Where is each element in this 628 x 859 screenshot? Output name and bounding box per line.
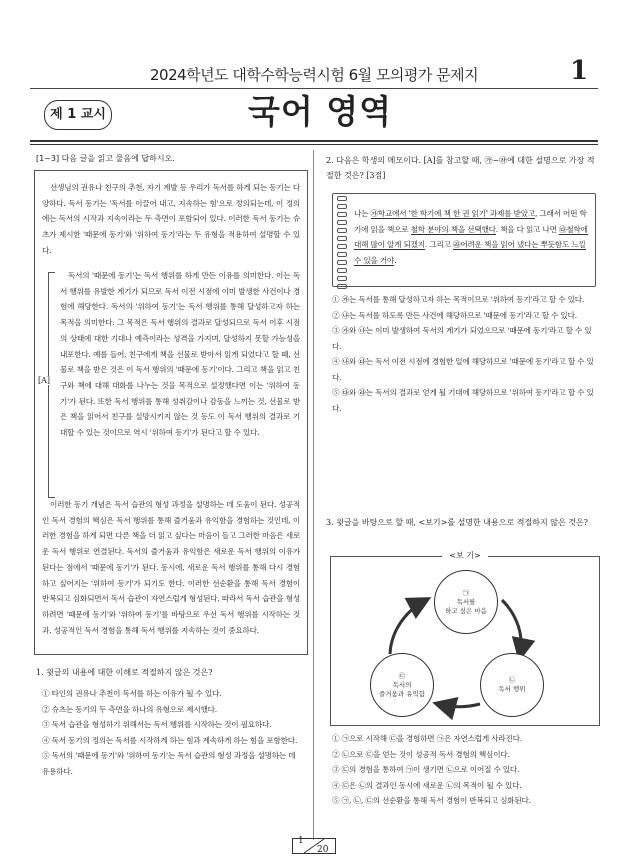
memo-segment: 나는 bbox=[354, 209, 371, 218]
bogi-node-joy-benefit bbox=[370, 653, 434, 717]
section-a-bracket bbox=[48, 272, 55, 498]
q3-option-3[interactable]: ③ ㉢의 경험을 통하여 ㉠이 생기면 ㉡으로 이어질 수 있다. bbox=[332, 765, 520, 774]
node-marker: ㉡ bbox=[508, 676, 516, 684]
page-indicator-current: 1 bbox=[298, 836, 304, 846]
q3-option-2[interactable]: ② ㉡으로 ㉢을 얻는 것이 성공적 독서 경험의 핵심이다. bbox=[332, 749, 510, 759]
column-divider bbox=[313, 150, 314, 840]
q3-option-5[interactable]: ⑤ ㉠, ㉡, ㉢의 선순환을 통해 독서 경험이 반복되고 심화된다. bbox=[332, 796, 531, 805]
arrow-3-to-1 bbox=[390, 600, 426, 654]
title-rule-thin bbox=[30, 144, 598, 145]
question-2-options bbox=[332, 292, 598, 416]
memo-segment: . bbox=[394, 255, 397, 265]
question-1-options bbox=[42, 686, 304, 779]
memo-binding-rings bbox=[337, 196, 345, 282]
node-marker: ㉠ bbox=[462, 588, 470, 597]
subject-title: 국어 영역 bbox=[247, 92, 392, 131]
question-3-stem: 3. 윗글을 바탕으로 할 때, <보기>를 설명한 내용으로 적절하지 않은 것은? bbox=[326, 518, 588, 527]
memo-segment: . 책을 다 읽고 나면 bbox=[495, 224, 559, 234]
q3-option-1[interactable]: ① ㉠으로 시작해 ㉢을 경험하면 ㉠은 자연스럽게 사라진다. bbox=[332, 734, 522, 743]
q2-option-1[interactable]: ① ㉮는 독서를 통해 달성하고자 하는 목적이므로 '위하여 동기'라고 할 수 있다. bbox=[332, 295, 585, 304]
node-label: 하고 싶은 마음 bbox=[445, 606, 487, 615]
q1-option-2[interactable]: ② 슈츠는 동기의 두 측면을 하나의 유형으로 제시했다. bbox=[42, 704, 217, 714]
section-a-label: [A] bbox=[38, 376, 51, 385]
passage-paragraph-1: 선생님의 권유나 친구의 추천, 자기 계발 등 우리가 독서를 하게 되는 동기는 다양하다. 독서 동기는 '독서를 이끌어 내고, 지속하는 힘'으로 정의되는데, 이 정의에는 독서의 시작과 지속이라는 두 측면이 포함되어 있다. 이러한 독서 동기는 슈츠가 제시한 '때문에 동기'와 '위하여 동기'라는 두 유형을 적용하여 설명할 수 있다. bbox=[42, 183, 300, 255]
node-label: 독서의 bbox=[392, 680, 412, 689]
question-2-stem: 2. 다음은 학생의 메모이다. [A]를 참고할 때, ㉮~㉱에 대한 설명으로 가장 적절한 것은? [3점] bbox=[326, 156, 595, 180]
memo-underline-na: 철학 분야의 책을 선택했다 bbox=[410, 224, 496, 234]
memo-underline-ra: ㉱어려운 책을 읽어 냈다는 뿌듯함도 느낄 수 있을 거야 bbox=[354, 240, 586, 265]
memo-underline-ga: ㉮학교에서 '한 학기에 책 한 권 읽기' 과제를 받았고 bbox=[370, 209, 535, 218]
memo-underline-da: ㉰철학에 대해 많이 알게 되겠지 bbox=[354, 224, 588, 249]
title-rule-thick bbox=[30, 140, 598, 142]
node-marker: ㉢ bbox=[398, 671, 406, 680]
q2-option-4[interactable]: ④ ㉯와 ㉰는 독서 이전 시점에 경험한 일에 해당하므로 '때문에 동기'라고 할 수 있다. bbox=[332, 357, 594, 382]
q3-option-4[interactable]: ④ ㉢은 ㉡의 결과인 동시에 새로운 ㉡의 목적이 될 수 있다. bbox=[332, 780, 522, 790]
page-number: 1 bbox=[570, 56, 589, 86]
instructions: [1~3] 다음 글을 읽고 물음에 답하시오. bbox=[36, 154, 175, 163]
memo-segment: , 그래서 어떤 학기에 읽을 책으로 bbox=[354, 209, 587, 234]
q1-option-4[interactable]: ④ 독서 동기의 정의는 독서를 시작하게 하는 힘과 계속하게 하는 힘을 포함한다. bbox=[42, 735, 298, 745]
node-label: 즐거움과 유익함 bbox=[378, 689, 426, 698]
arrow-1-to-2 bbox=[502, 600, 521, 656]
q2-option-5[interactable]: ⑤ ㉰와 ㉱는 독서의 결과로 얻게 될 기대에 해당하므로 '위하여 동기'라고 할 수 있다. bbox=[332, 388, 594, 413]
bogi-node-reading-act bbox=[480, 653, 544, 717]
q1-option-3[interactable]: ③ 독서 습관을 형성하기 위해서는 독서 행위를 시작하는 것이 필요하다. bbox=[42, 720, 272, 729]
memo-text bbox=[354, 206, 588, 268]
passage-paragraph-2: 이러한 동기 개념은 독서 습관의 형성 과정을 설명하는 데 도움이 된다. 성공적인 독서 경험의 핵심은 독서 행위를 통해 즐거움과 유익함을 경험하는 것인데, 이러한 경험을 하게 되면 다른 책을 더 읽고 싶다는 마음이 들고 그러한 마음은 새로운 독서 행위로 연결된다. 독서의 즐거움과 유익함은 새로운 독서 행위의 이유가 된다는 점에서 '때문에 동기'가 된다. 동시에, 새로운 독서 행위를 통해 다시 경험하고 싶어지는 '위하여 동기'가 되기도 한다. 이러한 선순환을 통해 독서 경험이 반복되고 심화되면서 독서 습관이 자연스럽게 형성된다. 따라서 독서 습관을 형성하려면 '때문에 동기'와 '위하여 동기'를 바탕으로 우선 독서 행위를 시작하는 것과, 성공적인 독서 경험을 통해 독서 행위를 지속하는 것이 중요하다. bbox=[42, 500, 300, 635]
memo-segment: . 그리고 bbox=[424, 240, 453, 249]
q1-option-5[interactable]: ⑤ 독서의 '때문에 동기'와 '위하여 동기'는 독서 습관의 형성 과정을 설명하는 데 유용하다. bbox=[42, 751, 296, 776]
section-a-text: 독서의 '때문에 동기'는 독서 행위를 하게 만든 이유를 의미한다. 이는 독서 행위를 유발한 계기가 되므로 독서 이전 시점에 이미 발생한 사건이나 경험에 해당한다. 독서의 '위하여 동기'는 독서 행위를 통해 달성하고자 하는 목적을 의미한다. 그 목적은 독서 행위의 결과로 달성되므로 독서 이후 시점의 상태에 대한 기대나 예측이라는 성격을 가지며, 달성하지 못할 가능성을 내포한다. 예를 들어, 친구에게 책을 선물로 받아서 읽게 되었다고 할 때, 선물로 책을 받은 것은 이 독서 행위의 '때문에 동기'이다. 그리고 책을 읽고 친구와 책에 대해 대화를 나누는 것을 목적으로 설정했다면 이는 '위하여 동기'가 된다. 또한 독서 행위를 통해 성취감이나 감동을 느끼는 것, 선물로 받은 책을 읽어서 친구를 실망시키지 않는 것 등도 이 독서 행위의 결과로 기대할 수 있는 것이므로 역시 '위하여 동기'가 된다고 할 수 있다. bbox=[60, 271, 300, 438]
exam-title: 2024학년도 대학수학능력시험 6월 모의평가 문제지 bbox=[150, 66, 479, 84]
question-3-options bbox=[332, 731, 598, 809]
q1-option-1[interactable]: ① 타인의 권유나 추천이 독서를 하는 이유가 될 수 있다. bbox=[42, 689, 222, 698]
question-1-stem: 1. 윗글의 내용에 대한 이해로 적절하지 않은 것은? bbox=[36, 668, 213, 677]
bogi-label: <보 기> bbox=[442, 550, 488, 561]
node-label: 독서 행위 bbox=[498, 685, 526, 693]
q2-option-2[interactable]: ② ㉯는 독서를 하도록 만든 사건에 해당하므로 '때문에 동기'라고 할 수 있다. bbox=[332, 310, 577, 320]
bogi-node-desire bbox=[434, 570, 498, 634]
arrow-2-to-3 bbox=[438, 704, 480, 707]
page-indicator-total: 20 bbox=[317, 845, 329, 855]
q2-option-3[interactable]: ③ ㉮와 ㉯는 이미 발생하여 독서의 계기가 되었으므로 '때문에 동기'라고 할 수 있다. bbox=[332, 326, 592, 351]
node-label: 독서를 bbox=[456, 597, 476, 606]
session-badge: 제 1 교시 bbox=[44, 100, 112, 130]
